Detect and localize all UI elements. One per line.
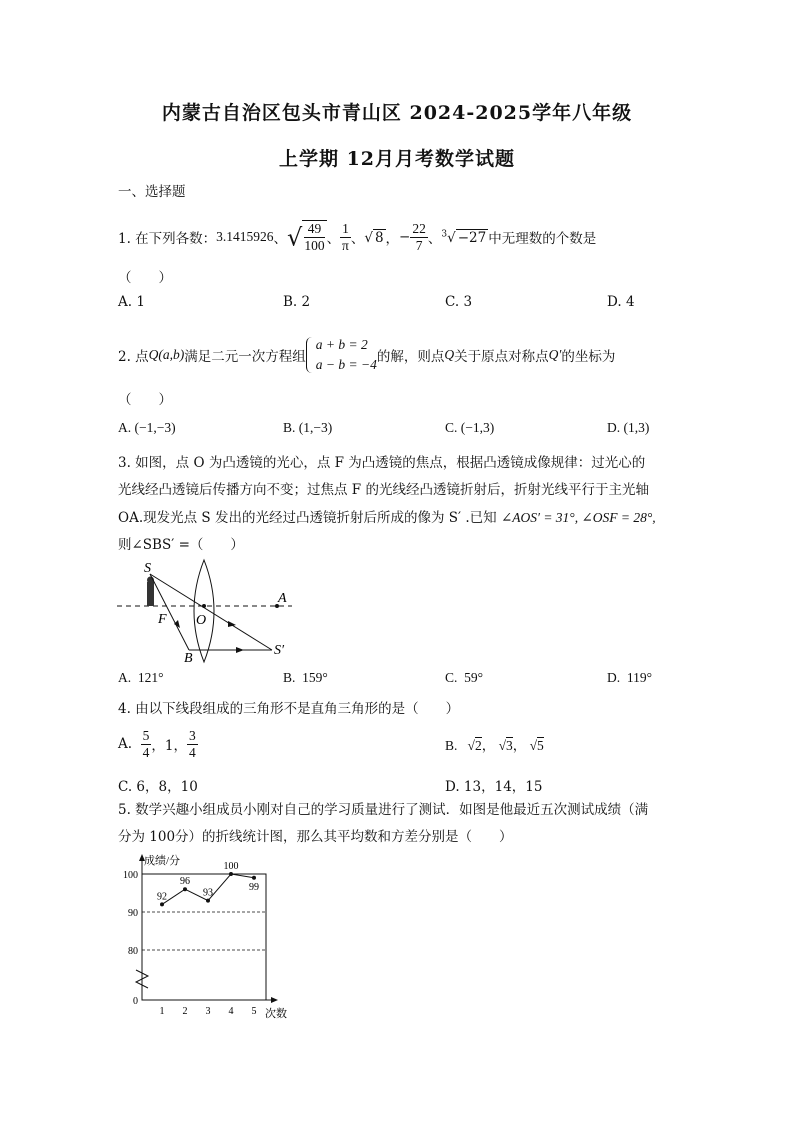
q1-frac-num: 1 — [342, 220, 349, 236]
q4-a-label: A. — [118, 736, 133, 752]
data-point — [160, 902, 164, 906]
q1-cbrt: $^3$√ −27 — [441, 229, 487, 246]
q1-option-d[interactable]: D. 4 — [607, 294, 635, 310]
q4-a-frac2: $\frac{3}{4}$ — [188, 727, 196, 760]
q2-option-d[interactable]: D. (1,3) — [607, 420, 650, 435]
question-1 — [118, 212, 596, 262]
data-point — [183, 887, 187, 891]
q1-paren: （ ） — [118, 270, 172, 286]
x-axis-arrow — [271, 997, 278, 1003]
page-title-line1: 内蒙古自治区包头市青山区 2024-2025学年八年级 — [161, 102, 633, 124]
q2-suffix3: 的坐标为 — [561, 349, 616, 365]
q4-a-mid: ，1， — [151, 738, 187, 754]
y-tick-label: 90 — [128, 908, 138, 919]
data-label: 92 — [157, 891, 167, 903]
lens-diagram — [112, 558, 312, 664]
q1-sep: 、 — [427, 231, 442, 247]
data-point — [252, 876, 256, 880]
data-label: 99 — [249, 881, 259, 893]
q1-frac3-den: 7 — [415, 237, 423, 253]
q1-cbrt-idx: 3 — [441, 229, 448, 239]
question-4: 4. 由以下线段组成的三角形不是直角三角形的是（ ） — [118, 701, 460, 717]
q3-option-a[interactable]: A. 121° — [118, 670, 164, 685]
x-tick-label: 1 — [159, 1006, 165, 1017]
q2-suffix2: 关于原点对称点 — [454, 349, 549, 365]
q1-sqrt-den: 100 — [304, 238, 325, 253]
label-b: B — [184, 651, 193, 664]
data-label: 96 — [180, 876, 190, 888]
y-axis-label: 成绩/分 — [144, 855, 181, 867]
q1-frac-22-7 — [410, 221, 428, 254]
q1-cbrt-val: −27 — [457, 229, 487, 246]
y-tick-label: 80 — [128, 946, 138, 957]
q1-frac-den: π — [342, 237, 349, 253]
label-o: O — [196, 613, 207, 628]
q1-sep: 、 — [273, 231, 288, 247]
q3-line2: 光线经凸透镜后传播方向不变；过焦点 F 的光线经凸透镜折射后，折射光线平行于主光轴 — [118, 482, 649, 498]
q5-line2: 分为 100分）的折线统计图，那么其平均数和方差分别是（ ） — [118, 829, 513, 845]
label-s: S — [144, 561, 151, 576]
section-heading: 一、选择题 — [118, 184, 186, 200]
q1-comma: ， — [385, 231, 400, 247]
q2-suffix: 的解，则点 — [376, 349, 445, 365]
question-3 — [118, 450, 678, 559]
q4-a-frac1: $\frac{5}{4}$ — [142, 727, 150, 760]
x-tick-label: 5 — [251, 1006, 257, 1017]
line-chart — [110, 852, 310, 1024]
q2-mid: 满足二元一次方程组 — [184, 349, 306, 365]
q4-option-c[interactable]: C. 6，8，10 — [118, 779, 198, 795]
q1-frac-pi — [340, 221, 351, 254]
q3-option-d[interactable]: D. 119° — [607, 670, 653, 685]
y-tick-label: 100 — [123, 870, 138, 881]
q2-option-a[interactable]: A. (−1,−3) — [118, 420, 176, 435]
data-point — [206, 899, 210, 903]
q2-qp: Q′ — [548, 347, 562, 362]
q1-sqrt-num: 49 — [304, 221, 324, 238]
question-2 — [118, 331, 615, 379]
q1-option-b[interactable]: B. 2 — [283, 294, 311, 310]
x-axis-label: 次数 — [265, 1008, 287, 1020]
q2-paren: （ ） — [118, 392, 172, 408]
q1-sqrt8: √ 8 — [364, 229, 384, 246]
q1-sep: 、 — [350, 231, 365, 247]
q1-frac3-num: 22 — [412, 220, 426, 236]
axis-break — [136, 970, 148, 988]
q1-number: 3.1415926 — [216, 229, 274, 244]
question-5 — [118, 797, 678, 851]
x-tick-label: 2 — [182, 1006, 188, 1017]
q2-eq1: a + b = 2 — [315, 337, 368, 352]
q2-option-b[interactable]: B. (1,−3) — [283, 420, 333, 435]
q4-option-d[interactable]: D. 13，14，15 — [445, 779, 543, 795]
q1-sqrt-fraction: √ $\frac{49}{100}$ — [287, 221, 325, 253]
label-a: A — [278, 591, 287, 606]
q3-line1: 3. 如图，点 O 为凸透镜的光心，点 F 为凸透镜的焦点，根据凸透镜成像规律：过光心的 — [118, 455, 646, 471]
q1-option-a[interactable]: A. 1 — [118, 294, 145, 310]
q5-line1: 5. 数学兴趣小组成员小刚对自己的学习质量进行了测试．如图是他最近五次测试成绩（满 — [118, 802, 649, 818]
q1-sqrt8-val: 8 — [374, 229, 384, 246]
q2-prefix: 2. 点 — [118, 349, 149, 365]
x-tick-label: 4 — [228, 1006, 234, 1017]
page-title-line2: 上学期 12月月考数学试题 — [278, 148, 516, 170]
x-tick-label: 3 — [205, 1006, 211, 1017]
q3-line3a: OA.现发光点 S 发出的光经过凸透镜折射后所成的像为 S′ .已知 — [118, 510, 497, 526]
q4-option-b[interactable]: B. √2， √3， √5 — [445, 738, 544, 753]
q2-eq2: a − b = −4 — [315, 357, 377, 372]
q1-option-c[interactable]: C. 3 — [445, 294, 473, 310]
y-tick-label: 0 — [133, 996, 138, 1007]
q2-q: Q — [444, 347, 455, 362]
q1-sep: 、 — [326, 231, 341, 247]
data-point — [229, 872, 233, 876]
q2-option-c[interactable]: C. (−1,3) — [445, 420, 495, 435]
q2-equation-system — [306, 335, 377, 375]
q3-given-angles: ∠AOS′ = 31°, ∠OSF = 28°, — [500, 510, 656, 525]
q1-suffix: 中无理数的个数是 — [488, 231, 597, 247]
q3-option-c[interactable]: C. 59° — [445, 670, 484, 685]
data-label: 100 — [223, 861, 239, 872]
q1-neg: − — [399, 229, 411, 245]
q3-option-b[interactable]: B. 159° — [283, 670, 328, 685]
data-label: 93 — [203, 887, 213, 899]
q4-option-a[interactable] — [118, 722, 198, 766]
label-f: F — [158, 612, 167, 627]
q3-line4: 则∠SBS′ =（ ） — [118, 537, 244, 553]
label-sprime: S′ — [274, 643, 285, 658]
q2-point: Q(a,b) — [148, 347, 185, 362]
q1-prefix: 1. 在下列各数： — [118, 231, 217, 247]
